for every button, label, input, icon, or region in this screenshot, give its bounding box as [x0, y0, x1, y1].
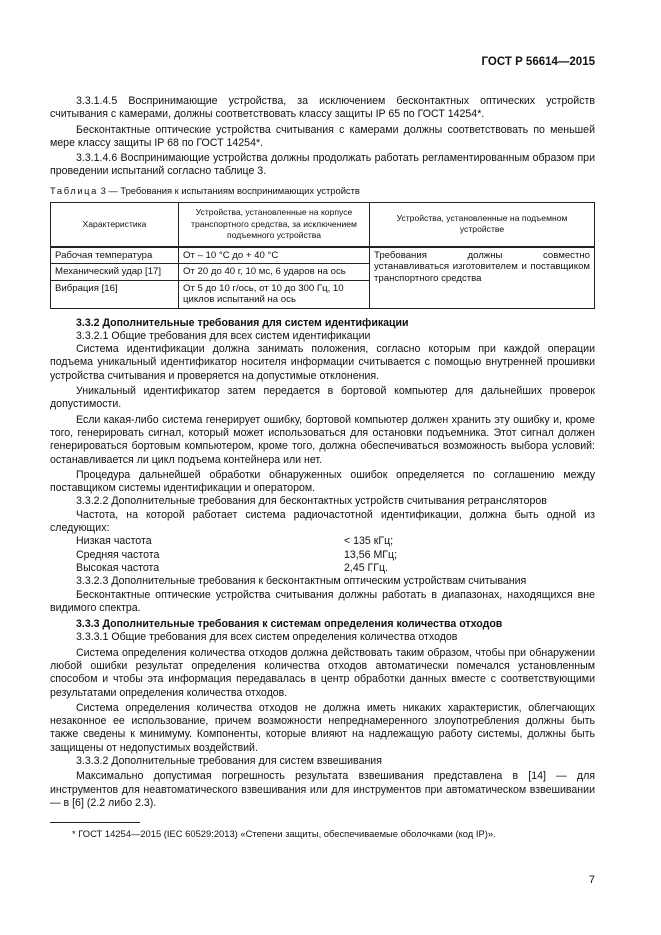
- frequency-row: [50, 562, 595, 575]
- frequency-label: Высокая частота: [76, 561, 160, 574]
- paragraph: Процедура дальнейшей обработки обнаруженных ошибок определяется по соглашению между поставщиком системы идентификации и оператором.: [50, 468, 595, 495]
- paragraph: 3.3.3.2 Дополнительные требования для систем взвешивания: [76, 755, 382, 768]
- characteristic-cell: Вибрация [16]: [51, 280, 179, 308]
- frequency-value: 2,45 ГГц.: [344, 561, 389, 574]
- paragraph: Система идентификации должна занимать положения, согласно которым при каждой операции подъема уникальный идентификатор носителя информации считывается с помощью внутренней прошивки устройства считывания и проверяется на допустимые отклонения.: [50, 343, 595, 382]
- paragraph: 3.3.2.2 Дополнительные требования для бесконтактных устройств считывания ретрансляторов: [76, 495, 547, 508]
- paragraph: 3.3.1.4.6 Воспринимающие устройства должны продолжать работать регламентированным образом при проведении испытаний согласно таблице 3.: [50, 152, 595, 178]
- column-header: Характеристика: [51, 203, 179, 247]
- table-caption: [50, 184, 595, 197]
- footnote-divider: [50, 822, 140, 823]
- value-cell: От 20 до 40 г, 10 мс, 6 ударов на ось: [179, 264, 370, 281]
- test-requirements-table: [50, 202, 595, 309]
- footnote: * ГОСТ 14254—2015 (IEC 60529:2013) «Степени защиты, обеспечиваемые оболочками (код IP)».: [72, 828, 496, 839]
- frequency-row: [50, 549, 595, 562]
- paragraph: 3.3.2.3 Дополнительные требования к бесконтактным оптическим устройствам считывания: [76, 575, 527, 588]
- document-code: ГОСТ Р 56614—2015: [481, 56, 595, 68]
- paragraph: Если какая-либо система генерирует ошибку, бортовой компьютер должен хранить эту ошибку и, кроме того, генерировать сигнал, который может использоваться для остановки подъемника. Этот сигнал должен генерироваться бортовым компьютером, кроме того, должна обеспечиваться возможность выбора условий: останавливается ли цикл подъема контейнера или нет.: [50, 413, 595, 466]
- table-row: [51, 247, 595, 264]
- frequency-value: < 135 кГц;: [344, 535, 394, 548]
- frequency-label: Низкая частота: [76, 535, 152, 548]
- paragraph: 3.3.2.1 Общие требования для всех систем идентификации: [76, 329, 371, 342]
- section-heading: 3.3.3 Дополнительные требования к системам определения количества отходов: [76, 618, 503, 631]
- paragraph: Бесконтактные оптические устройства считывания должны работать в диапазонах, находящихся вне видимого спектра.: [50, 588, 595, 614]
- value-cell: От 5 до 10 г/ось, от 10 до 300 Гц, 10 циклов испытаний на ось: [179, 280, 370, 308]
- section-heading: 3.3.2 Дополнительные требования для систем идентификации: [76, 316, 409, 329]
- paragraph: Система определения количества отходов должна действовать таким образом, чтобы при обнаружении любой ошибки результат определения количества отходов автоматически помечался установленным способом и чтобы эта информация передавалась в центр обработки данных вместе с соответствующими результатами определения количества отходов.: [50, 646, 595, 699]
- merged-requirement-cell: Требования должны совместно устанавливаться изготовителем и поставщиком транспортного средства: [370, 247, 595, 309]
- paragraph: Система определения количества отходов не должна иметь никаких характеристик, облегчающих незаконное ее использование, причем возможности непреднамеренного злоупотребления должны быть также сведены к минимуму. Компоненты, которые влияют на надлежащую работу системы, должны быть защищены от недопустимых воздействий.: [50, 701, 595, 754]
- paragraph: Уникальный идентификатор затем передается в бортовой компьютер для дальнейших проверок допустимости.: [50, 385, 595, 411]
- frequency-row: [50, 535, 595, 548]
- characteristic-cell: Механический удар [17]: [51, 264, 179, 281]
- characteristic-cell: Рабочая температура: [51, 247, 179, 264]
- paragraph: Максимально допустимая погрешность результата взвешивания представлена в [14] — для инструментов для неавтоматического взвешивания или для инструментов при автоматическом взвешивании — в [6] (2.2 либо 2.3).: [50, 770, 595, 809]
- table-caption-word: Таблица: [50, 184, 98, 196]
- column-header: Устройства, установленные на корпусе транспортного средства, за исключением подъемного устройства: [179, 203, 370, 247]
- paragraph: 3.3.3.1 Общие требования для всех систем определения количества отходов: [76, 631, 458, 644]
- page-number: 7: [588, 874, 595, 886]
- table-caption-text: 3 — Требования к испытаниям воспринимающих устройств: [97, 184, 360, 196]
- frequency-value: 13,56 МГц;: [344, 548, 398, 561]
- value-cell: От – 10 °С до + 40 °С: [179, 247, 370, 264]
- paragraph: Частота, на которой работает система радиочастотной идентификации, должна быть одной из следующих:: [50, 508, 595, 535]
- paragraph: 3.3.1.4.5 Воспринимающие устройства, за исключением бесконтактных оптических устройств считывания с камерами, должны соответствовать классу защиты IP 65 по ГОСТ 14254*.: [50, 95, 595, 121]
- paragraph: Бесконтактные оптические устройства считывания с камерами должны соответствовать по меньшей мере классу защиты IP 68 по ГОСТ 14254*.: [50, 123, 595, 149]
- frequency-label: Средняя частота: [76, 548, 160, 561]
- column-header: Устройства, установленные на подъемном устройстве: [370, 203, 595, 247]
- page-content: [50, 95, 595, 810]
